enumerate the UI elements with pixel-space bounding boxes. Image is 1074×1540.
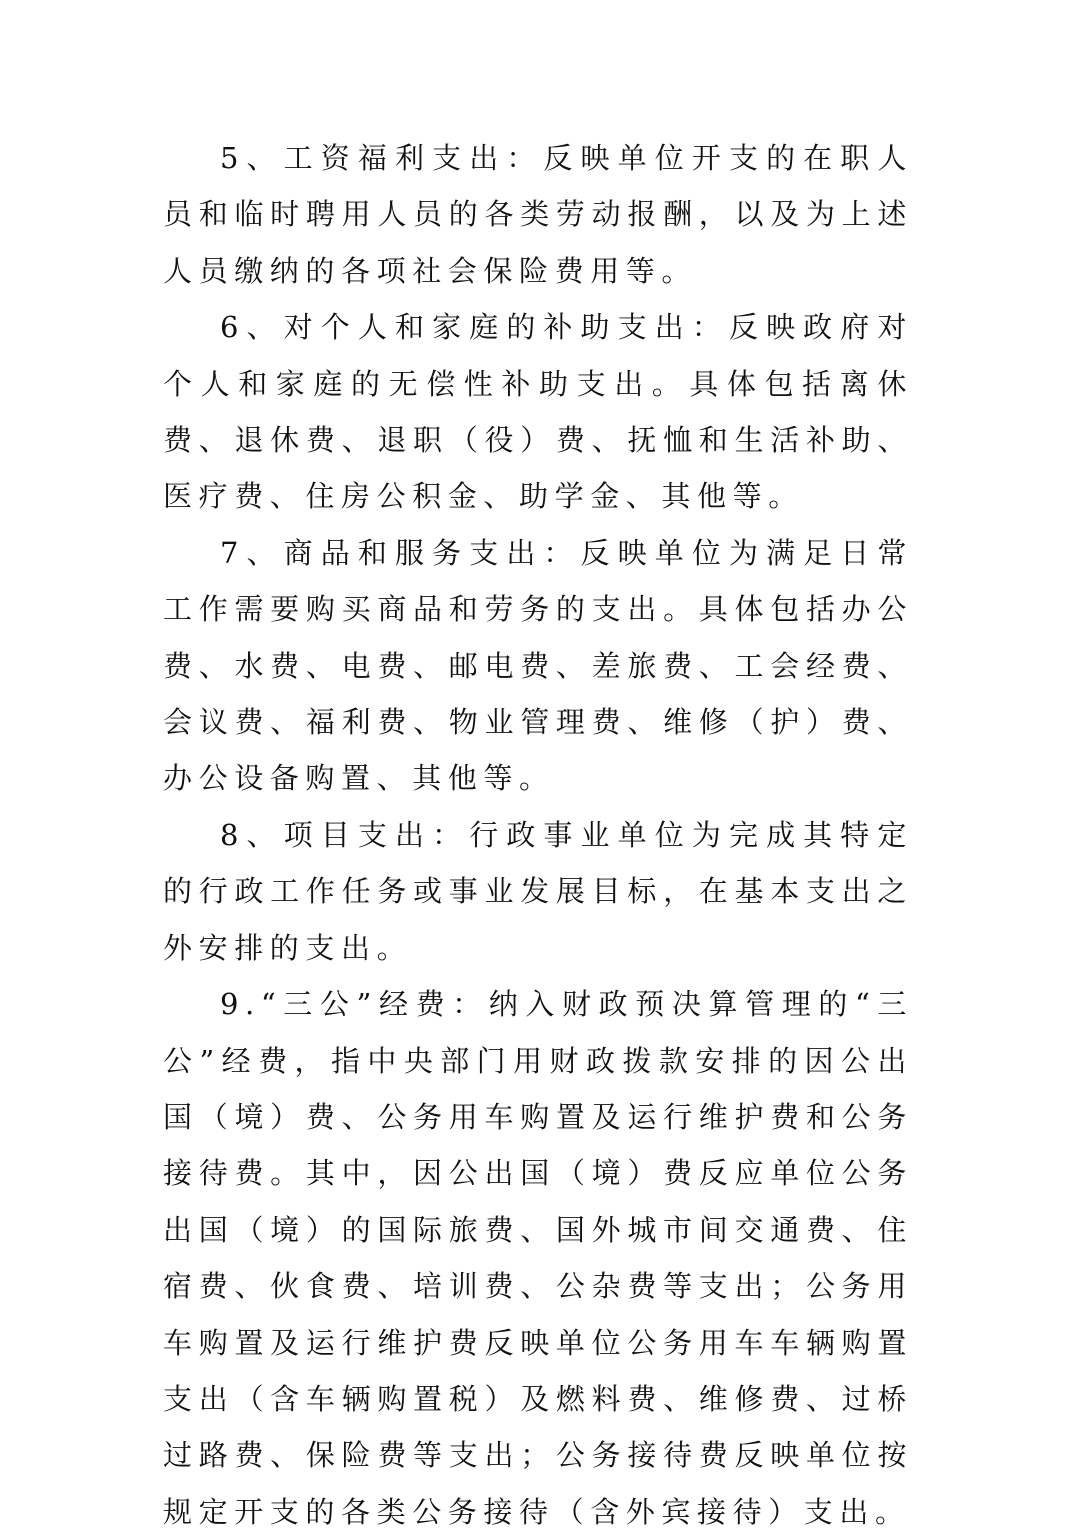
paragraph-wage-welfare-expenditure: 5、工资福利支出：反映单位开支的在职人员和临时聘用人员的各类劳动报酬，以及为上述人员缴纳的各项社会保险费用等。 (163, 141, 913, 288)
paragraph-three-public-funds: 9.“三公”经费：纳入财政预决算管理的“三公”经费，指中央部门用财政拨款安排的因公出国（境）费、公务用车购置及运行维护费和公务接待费。其中，因公出国（境）费反应单位公务出国（境）的国际旅费、国外城市间交通费、住宿费、伙食费、培训费、公杂费等支出；公务用车购置及运行维护费反映单位公务用车车辆购置支出（含车辆购置税）及燃料费、维修费、过桥过路费、保险费等支出；公务接待费反映单位按规定开支的各类公务接待（含外宾接待）支出。 (163, 987, 913, 1529)
paragraph-project-expenditure: 8、项目支出：行政事业单位为完成其特定的行政工作任务或事业发展目标，在基本支出之外安排的支出。 (163, 817, 913, 965)
paragraph-goods-services-expenditure: 7、商品和服务支出：反映单位为满足日常工作需要购买商品和劳务的支出。具体包括办公费、水费、电费、邮电费、差旅费、工会经费、会议费、福利费、物业管理费、维修（护）费、办公设备购置、其他等。 (163, 535, 913, 796)
document-body (163, 130, 913, 1540)
paragraph-household-subsidy-expenditure: 6、对个人和家庭的补助支出：反映政府对个人和家庭的无偿性补助支出。具体包括离休费、退休费、退职（役）费、抚恤和生活补助、医疗费、住房公积金、助学金、其他等。 (163, 310, 913, 514)
